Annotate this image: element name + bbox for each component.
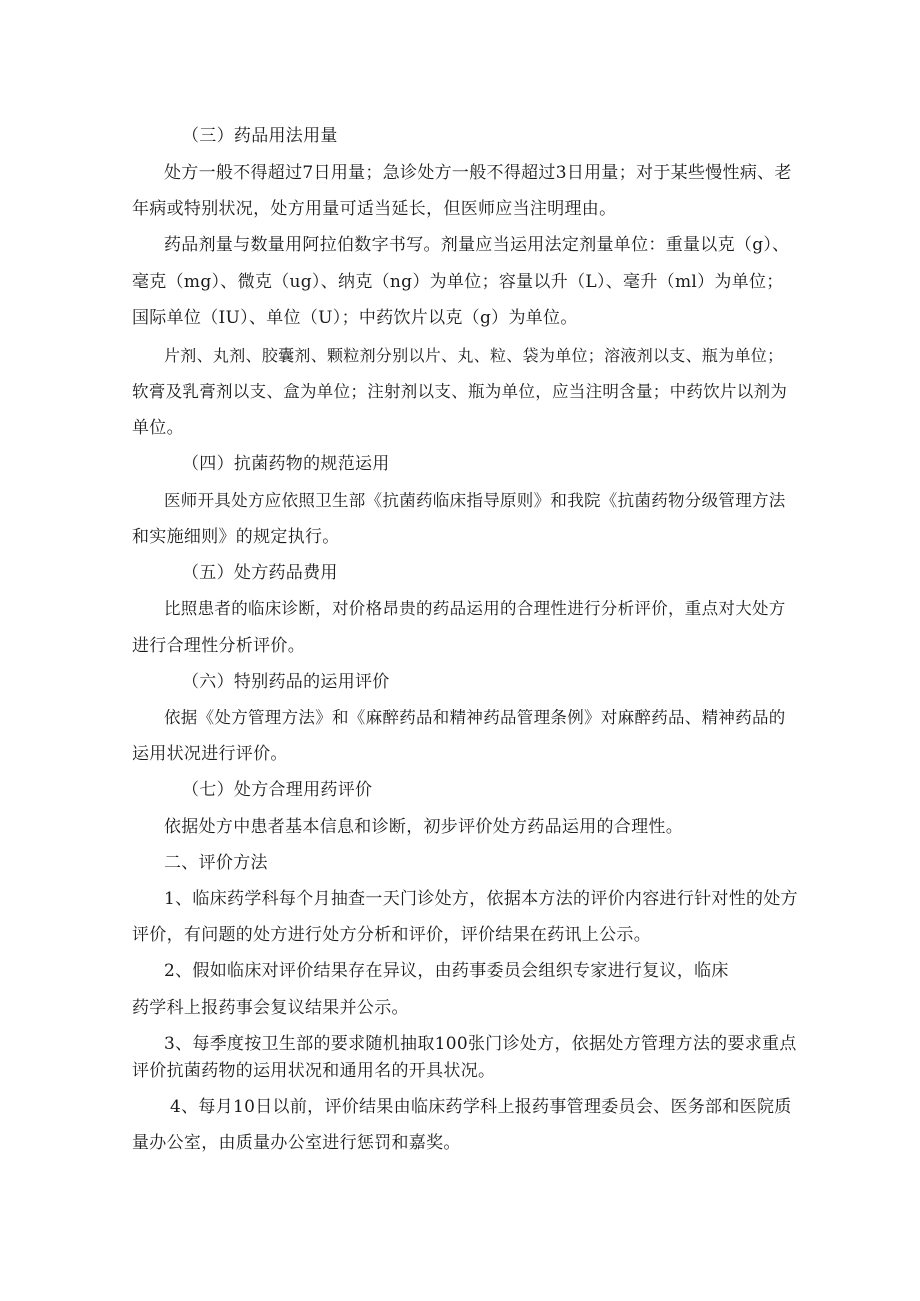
- paragraph-line: 和实施细则》的规定执行。: [132, 527, 340, 547]
- paragraph-line: 依据《处方管理方法》和《麻醉药品和精神药品管理条例》对麻醉药品、精神药品的: [164, 708, 786, 727]
- paragraph-line: 3、每季度按卫生部的要求随机抽取100张门诊处方，依据处方管理方法的要求重点: [164, 1034, 797, 1054]
- paragraph-line: 评价，有问题的处方进行处方分析和评价，评价结果在药讯上公示。: [132, 925, 651, 945]
- paragraph-line: 药品剂量与数量用阿拉伯数字书写。剂量应当运用法定剂量单位：重量以克（g）、: [164, 235, 790, 255]
- paragraph-line: 比照患者的临床诊断，对价格昂贵的药品运用的合理性进行分析评价，重点对大处方: [164, 599, 786, 618]
- paragraph-line: 评价抗菌药物的运用状况和通用名的开具状况。: [132, 1061, 496, 1081]
- chapter-heading: 二、评价方法: [164, 853, 268, 873]
- paragraph-line: 依据处方中患者基本信息和诊断，初步评价处方药品运用的合理性。: [164, 817, 683, 837]
- paragraph-line: 进行合理性分析评价。: [132, 636, 305, 656]
- paragraph-line: 片剂、丸剂、胶囊剂、颗粒剂分别以片、丸、粒、袋为单位；溶液剂以支、瓶为单位；: [164, 346, 784, 365]
- section-heading-7: （七）处方合理用药评价: [182, 780, 373, 800]
- paragraph-line: 2、假如临床对评价结果存在异议，由药事委员会组织专家进行复议，临床: [164, 961, 729, 981]
- paragraph-line: 运用状况进行评价。: [132, 744, 288, 764]
- section-heading-4: （四）抗菌药物的规范运用: [182, 454, 390, 474]
- paragraph-line: 年病或特别状况，处方用量可适当延长，但医师应当注明理由。: [132, 199, 617, 219]
- section-heading-3: （三）药品用法用量: [182, 126, 338, 146]
- section-heading-5: （五）处方药品费用: [182, 563, 338, 583]
- section-heading-6: （六）特别药品的运用评价: [182, 672, 390, 692]
- paragraph-line: 药学科上报药事会复议结果并公示。: [132, 998, 409, 1018]
- paragraph-line: 国际单位（IU）、单位（U）；中药饮片以克（g）为单位。: [132, 308, 578, 328]
- paragraph-line: 单位。: [132, 418, 184, 438]
- paragraph-line: 量办公室，由质量办公室进行惩罚和嘉奖。: [132, 1133, 461, 1153]
- paragraph-line: 处方一般不得超过7日用量；急诊处方一般不得超过3日用量；对于某些慢性病、老: [164, 163, 792, 183]
- paragraph-line: 软膏及乳膏剂以支、盒为单位；注射剂以支、瓶为单位，应当注明含量；中药饮片以剂为: [132, 382, 788, 401]
- paragraph-line: 4、每月10日以前，评价结果由临床药学科上报药事管理委员会、医务部和医院质: [170, 1097, 792, 1117]
- paragraph-line: 1、临床药学科每个月抽查一天门诊处方，依据本方法的评价内容进行针对性的处方: [164, 889, 798, 909]
- paragraph-line: 医师开具处方应依照卫生部《抗菌药临床指导原则》和我院《抗菌药物分级管理方法: [164, 491, 786, 510]
- paragraph-line: 毫克（mg）、微克（ug）、纳克（ng）为单位；容量以升（L）、毫升（ml）为单位；: [132, 272, 784, 292]
